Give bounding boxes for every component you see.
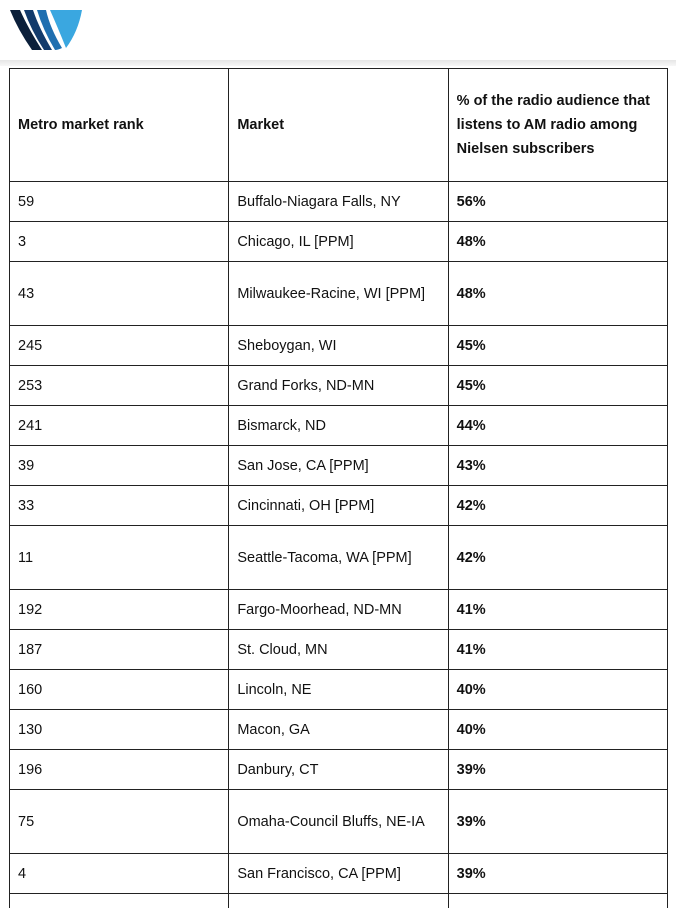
cell-market: Chicago, IL [PPM] bbox=[229, 222, 448, 262]
cell-am-share: 42% bbox=[448, 526, 667, 590]
cell-rank: 59 bbox=[10, 182, 229, 222]
cell-rank: 253 bbox=[10, 366, 229, 406]
cell-am-share: 45% bbox=[448, 326, 667, 366]
cell-market: Macon, GA bbox=[229, 710, 448, 750]
cell-rank: 75 bbox=[10, 790, 229, 854]
cell-market: Grand Forks, ND-MN bbox=[229, 366, 448, 406]
cell-market: Omaha-Council Bluffs, NE-IA bbox=[229, 790, 448, 854]
cell-market: Buffalo-Niagara Falls, NY bbox=[229, 182, 448, 222]
cell-market: Cincinnati, OH [PPM] bbox=[229, 486, 448, 526]
cell-am-share: 39% bbox=[448, 854, 667, 894]
header-divider bbox=[0, 60, 676, 66]
cell-am-share: 56% bbox=[448, 182, 667, 222]
cell-am-share: 48% bbox=[448, 222, 667, 262]
cell-rank: 160 bbox=[10, 670, 229, 710]
table-row bbox=[10, 222, 668, 262]
table-row bbox=[10, 670, 668, 710]
cell-market: San Jose, CA [PPM] bbox=[229, 446, 448, 486]
header-am-radio-share: % of the radio audience that listens to AM radio among Nielsen subscribers bbox=[448, 69, 667, 182]
cell-market: Lincoln, NE bbox=[229, 670, 448, 710]
cell-am-share: 40% bbox=[448, 710, 667, 750]
table-row bbox=[10, 590, 668, 630]
cell-am-share: 39% bbox=[448, 790, 667, 854]
cell-rank: 196 bbox=[10, 750, 229, 790]
radio-waves-logo-icon[interactable] bbox=[8, 6, 84, 54]
header-metro-market-rank: Metro market rank bbox=[10, 69, 229, 182]
cell-rank: 33 bbox=[10, 486, 229, 526]
table-row bbox=[10, 526, 668, 590]
cell-market: Bismarck, ND bbox=[229, 406, 448, 446]
cell-am-share bbox=[448, 894, 667, 908]
cell-market: Fargo-Moorhead, ND-MN bbox=[229, 590, 448, 630]
cell-rank: 3 bbox=[10, 222, 229, 262]
site-header bbox=[0, 0, 676, 60]
table-row bbox=[10, 630, 668, 670]
table-row bbox=[10, 182, 668, 222]
cell-am-share: 43% bbox=[448, 446, 667, 486]
cell-am-share: 39% bbox=[448, 750, 667, 790]
cell-market: Seattle-Tacoma, WA [PPM] bbox=[229, 526, 448, 590]
table-row bbox=[10, 750, 668, 790]
table-header-row bbox=[10, 69, 668, 182]
cell-rank: 130 bbox=[10, 710, 229, 750]
header-market: Market bbox=[229, 69, 448, 182]
table-row bbox=[10, 366, 668, 406]
cell-market: Danbury, CT bbox=[229, 750, 448, 790]
cell-market: Milwaukee-Racine, WI [PPM] bbox=[229, 262, 448, 326]
cell-rank: 241 bbox=[10, 406, 229, 446]
table-row bbox=[10, 326, 668, 366]
table-row bbox=[10, 262, 668, 326]
cell-rank: 187 bbox=[10, 630, 229, 670]
cell-am-share: 42% bbox=[448, 486, 667, 526]
cell-am-share: 40% bbox=[448, 670, 667, 710]
table-row bbox=[10, 486, 668, 526]
cell-market: San Francisco, CA [PPM] bbox=[229, 854, 448, 894]
table-row bbox=[10, 894, 668, 908]
table-body bbox=[10, 182, 668, 908]
cell-am-share: 48% bbox=[448, 262, 667, 326]
cell-am-share: 41% bbox=[448, 630, 667, 670]
cell-rank: 245 bbox=[10, 326, 229, 366]
cell-market: Sheboygan, WI bbox=[229, 326, 448, 366]
cell-am-share: 45% bbox=[448, 366, 667, 406]
cell-market: St. Cloud, MN bbox=[229, 630, 448, 670]
table-row bbox=[10, 406, 668, 446]
am-radio-market-table bbox=[9, 68, 668, 908]
cell-rank: 4 bbox=[10, 854, 229, 894]
table-row bbox=[10, 790, 668, 854]
cell-rank: 39 bbox=[10, 446, 229, 486]
cell-rank bbox=[10, 894, 229, 908]
cell-market bbox=[229, 894, 448, 908]
cell-rank: 11 bbox=[10, 526, 229, 590]
table-row bbox=[10, 854, 668, 894]
table-row bbox=[10, 446, 668, 486]
table-row bbox=[10, 710, 668, 750]
cell-rank: 192 bbox=[10, 590, 229, 630]
cell-am-share: 41% bbox=[448, 590, 667, 630]
cell-am-share: 44% bbox=[448, 406, 667, 446]
cell-rank: 43 bbox=[10, 262, 229, 326]
